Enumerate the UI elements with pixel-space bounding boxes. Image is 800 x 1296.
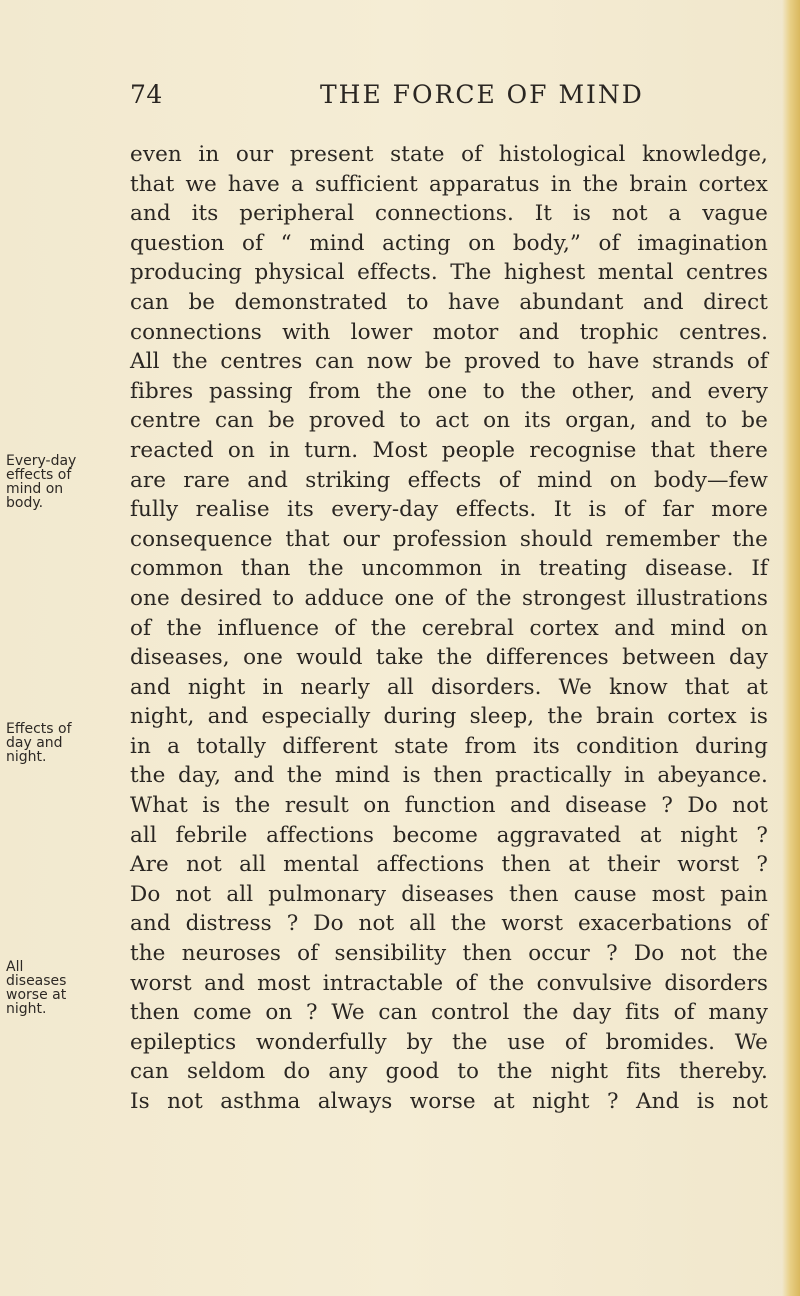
text-line: can seldom do any good to the night fits thereby.	[130, 1059, 768, 1085]
margin-note-every-day-effects	[6, 454, 118, 510]
text-line: producing physical effects. The highest mental centres	[130, 260, 768, 286]
margin-note-line: worse at	[6, 987, 67, 1003]
text-line: in a totally different state from its condition during	[130, 733, 768, 759]
text-line: epileptics wonderfully by the use of bromides. We	[130, 1029, 768, 1055]
text-line: of the influence of the cerebral cortex and mind on	[130, 615, 768, 641]
margin-note-day-and-night	[6, 722, 118, 764]
text-line: centre can be proved to act on its organ, and to be	[130, 408, 768, 434]
text-line: Is not asthma always worse at night ? And is not	[130, 1089, 768, 1114]
margin-note-line: body.	[6, 495, 44, 511]
margin-note-diseases-worse-at-night	[6, 960, 118, 1016]
page-number: 74	[130, 80, 163, 109]
text-line: can be demonstrated to have abundant and direct	[130, 289, 768, 315]
text-line: night, and especially during sleep, the brain cortex is	[130, 704, 768, 730]
text-line: fully realise its every-day effects. It is of far more	[130, 497, 768, 523]
margin-note-line: Every-day	[6, 453, 77, 469]
margin-note-line: night.	[6, 749, 47, 765]
page-edge	[782, 0, 800, 1296]
text-line: all febrile affections become aggravated at night ?	[130, 822, 768, 848]
margin-note-line: day and	[6, 735, 63, 751]
margin-note-line: effects of	[6, 467, 72, 483]
body-text	[130, 140, 768, 1117]
text-line: that we have a sufficient apparatus in the brain cortex	[130, 171, 768, 197]
text-line: then come on ? We can control the day fits of many	[130, 1000, 768, 1026]
text-line: question of “ mind acting on body,” of imagination	[130, 230, 768, 256]
text-line: the day, and the mind is then practically in abeyance.	[130, 763, 768, 789]
margin-note-line: night.	[6, 1001, 47, 1017]
text-line: reacted on in turn. Most people recognise that there	[130, 437, 768, 463]
text-line: All the centres can now be proved to have strands of	[130, 349, 768, 375]
page-header	[130, 80, 768, 116]
text-line: consequence that our profession should remember the	[130, 526, 768, 552]
text-line: even in our present state of histological knowledge,	[130, 142, 768, 167]
text-line: one desired to adduce one of the strongest illustrations	[130, 585, 768, 611]
text-line: the neuroses of sensibility then occur ? Do not the	[130, 941, 768, 967]
text-line: common than the uncommon in treating disease. If	[130, 556, 768, 582]
margin-note-line: All	[6, 959, 24, 975]
text-line: and distress ? Do not all the worst exacerbations of	[130, 911, 768, 937]
text-line: are rare and striking effects of mind on body—few	[130, 467, 768, 493]
text-line: diseases, one would take the differences between day	[130, 645, 768, 671]
text-line: worst and most intractable of the convulsive disorders	[130, 970, 768, 996]
text-line: Do not all pulmonary diseases then cause most pain	[130, 881, 768, 907]
text-line: fibres passing from the one to the other, and every	[130, 378, 768, 404]
running-head: THE FORCE OF MIND	[320, 80, 644, 109]
margin-note-line: mind on	[6, 481, 64, 497]
text-line: Are not all mental affections then at their worst ?	[130, 852, 768, 878]
margin-note-line: Effects of	[6, 721, 72, 737]
text-line: What is the result on function and disease ? Do not	[130, 793, 768, 819]
text-line: connections with lower motor and trophic centres.	[130, 319, 768, 345]
text-line: and night in nearly all disorders. We know that at	[130, 674, 768, 700]
margin-note-line: diseases	[6, 973, 67, 989]
text-line: and its peripheral connections. It is not a vague	[130, 201, 768, 227]
